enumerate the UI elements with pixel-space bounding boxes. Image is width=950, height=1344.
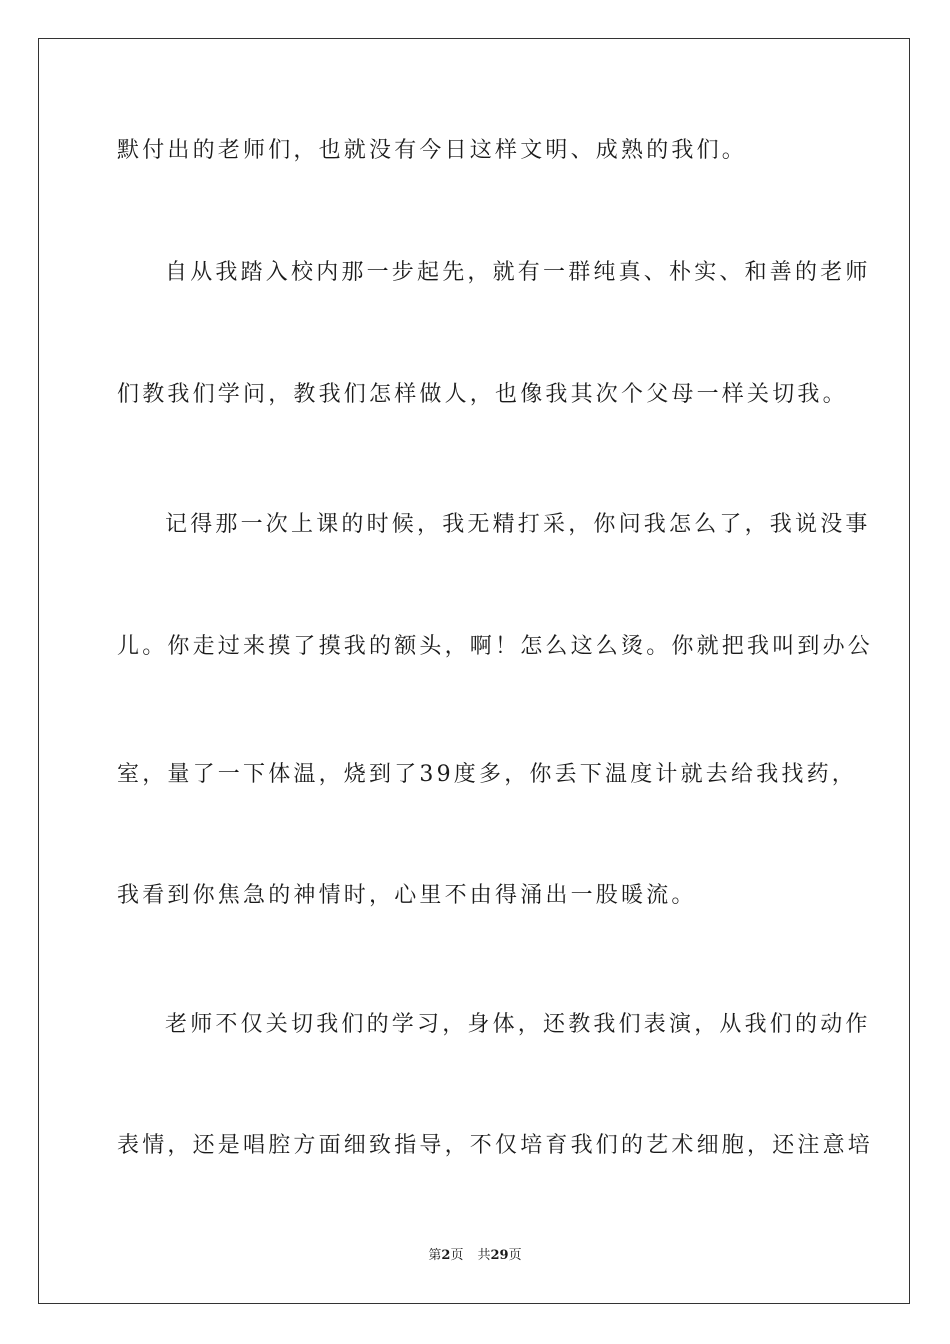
total-suffix: 页 xyxy=(508,1248,522,1263)
text-line-8: 老师不仅关切我们的学习，身体，还教我们表演，从我们的动作 xyxy=(165,1012,871,1037)
page-number: 2 xyxy=(441,1248,451,1263)
page-prefix: 第 xyxy=(428,1248,442,1263)
total-prefix: 共 xyxy=(477,1248,491,1263)
text-line-1: 默付出的老师们，也就没有今日这样文明、成熟的我们。 xyxy=(117,138,748,163)
text-line-3: 们教我们学问，教我们怎样做人，也像我其次个父母一样关切我。 xyxy=(117,382,848,407)
text-line-5: 儿。你走过来摸了摸我的额头，啊！怎么这么烫。你就把我叫到办公 xyxy=(117,634,874,659)
total-pages: 29 xyxy=(490,1248,509,1263)
text-line-2: 自从我踏入校内那一步起先，就有一群纯真、朴实、和善的老师 xyxy=(165,260,871,285)
text-line-9: 表情，还是唱腔方面细致指导，不仅培育我们的艺术细胞，还注意培 xyxy=(117,1133,874,1158)
text-line-7: 我看到你焦急的神情时，心里不由得涌出一股暖流。 xyxy=(117,883,697,908)
page-border xyxy=(38,38,910,1304)
text-line-6: 室，量了一下体温，烧到了39度多，你丢下温度计就去给我找药， xyxy=(117,762,857,787)
page-footer xyxy=(0,1247,950,1265)
page-suffix: 页 xyxy=(450,1248,464,1263)
text-line-4: 记得那一次上课的时候，我无精打采，你问我怎么了，我说没事 xyxy=(165,512,871,537)
